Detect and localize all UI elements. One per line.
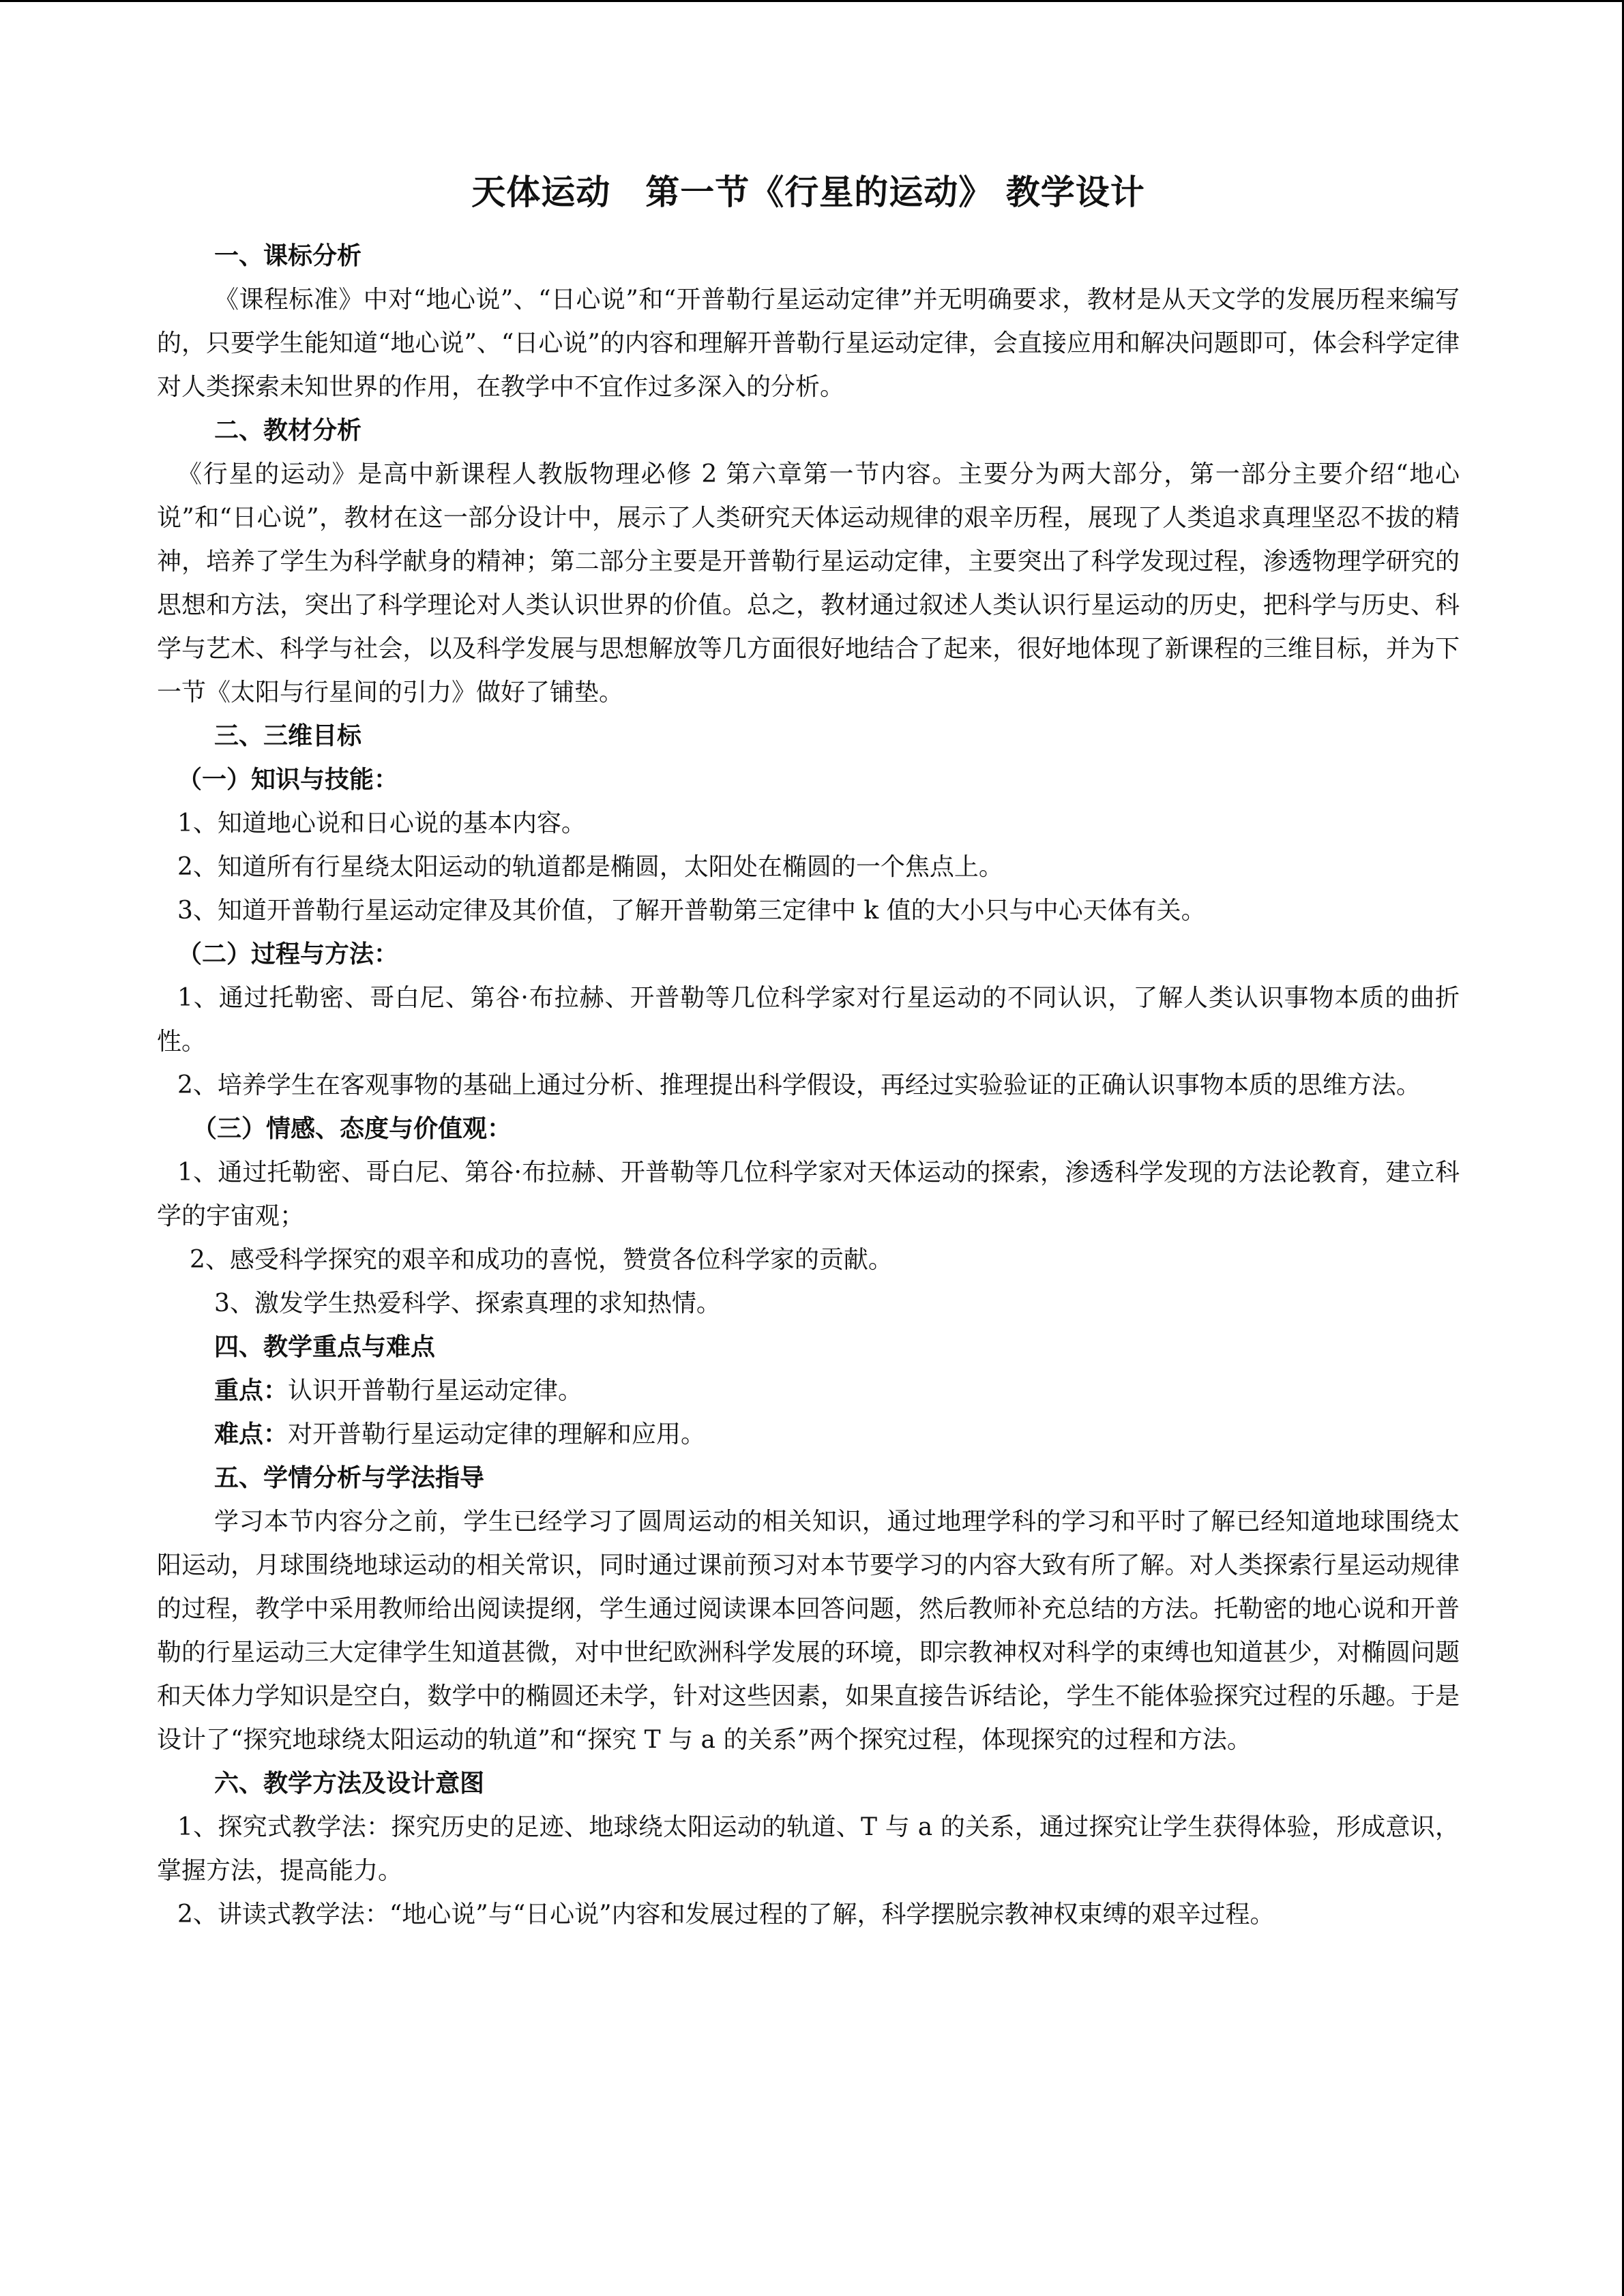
- key-point-line: [157, 1369, 1460, 1413]
- list-item: 2、讲读式教学法：“地心说”与“日心说”内容和发展过程的了解，科学摆脱宗教神权束缚的艰辛过程。: [177, 1900, 1275, 1928]
- section-heading-key-difficult: 四、教学重点与难点: [214, 1333, 436, 1361]
- difficult-point-text: 对开普勒行星运动定律的理解和应用。: [288, 1420, 706, 1448]
- paragraph-learning-analysis: 学习本节内容分之前，学生已经学习了圆周运动的相关知识，通过地理学科的学习和平时了解已经知道地球围绕太阳运动，月球围绕地球运动的相关常识，同时通过课前预习对本节要学习的内容大致有所了解。对人类探索行星运动规律的过程，教学中采用教师给出阅读提纲，学生通过阅读课本回答问题，然后教师补充总结的方法。托勒密的地心说和开普勒的行星运动三大定律学生知道甚微，对中世纪欧洲科学发展的环境，即宗教神权对科学的束缚也知道甚少，对椭圆问题和天体力学知识是空白，数学中的椭圆还未学，针对这些因素，如果直接告诉结论，学生不能体验探究过程的乐趣。于是设计了“探究地球绕太阳运动的轨道”和“探究 T 与 a 的关系”两个探究过程，体现探究的过程和方法。: [157, 1508, 1460, 1754]
- difficult-point-line: [157, 1413, 1460, 1457]
- paragraph-curriculum: 《课程标准》中对“地心说”、“日心说”和“开普勒行星运动定律”并无明确要求，教材是从天文学的发展历程来编写的，只要学生能知道“地心说”、“日心说”的内容和理解开普勒行星运动定律，会直接应用和解决问题即可，体会科学定律对人类探索未知世界的作用，在教学中不宜作过多深入的分析。: [157, 286, 1460, 401]
- document-body: [157, 164, 1460, 1937]
- key-point-label: 重点：: [214, 1377, 289, 1405]
- section-heading-textbook: 二、教材分析: [214, 417, 362, 445]
- page-top-border: [0, 0, 1624, 2]
- key-point-text: 认识开普勒行星运动定律。: [288, 1377, 583, 1405]
- list-item: 3、知道开普勒行星运动定律及其价值，了解开普勒第三定律中 k 值的大小只与中心天体有关。: [177, 897, 1206, 925]
- section-heading-objectives: 三、三维目标: [214, 722, 362, 750]
- paragraph-textbook: 《行星的运动》是高中新课程人教版物理必修 2 第六章第一节内容。主要分为两大部分，第一部分主要介绍“地心说”和“日心说”，教材在这一部分设计中，展示了人类研究天体运动规律的艰辛历程，展现了人类追求真理坚忍不拔的精神，培养了学生为科学献身的精神；第二部分主要是开普勒行星运动定律，主要突出了科学发现过程，渗透物理学研究的思想和方法，突出了科学理论对人类认识世界的价值。总之，教材通过叙述人类认识行星运动的历史，把科学与历史、科学与艺术、科学与社会，以及科学发展与思想解放等几方面很好地结合了起来，很好地体现了新课程的三维目标，并为下一节《太阳与行星间的引力》做好了铺垫。: [157, 460, 1460, 706]
- list-item: 1、通过托勒密、哥白尼、第谷·布拉赫、开普勒等几位科学家对天体运动的探索，渗透科学发现的方法论教育，建立科学的宇宙观；: [157, 1159, 1460, 1230]
- list-item: 1、探究式教学法：探究历史的足迹、地球绕太阳运动的轨道、T 与 a 的关系，通过探究让学生获得体验，形成意识，掌握方法，提高能力。: [157, 1813, 1460, 1885]
- list-item: 2、知道所有行星绕太阳运动的轨道都是椭圆，太阳处在椭圆的一个焦点上。: [177, 853, 1003, 881]
- list-item: 2、感受科学探究的艰辛和成功的喜悦，赞赏各位科学家的贡献。: [190, 1246, 893, 1274]
- section-heading-curriculum: 一、课标分析: [214, 242, 362, 270]
- section-heading-learning-analysis: 五、学情分析与学法指导: [214, 1464, 485, 1492]
- list-item: 2、培养学生在客观事物的基础上通过分析、推理提出科学假设，再经过实验验证的正确认识事物本质的思维方法。: [177, 1071, 1421, 1099]
- document-title: 天体运动 第一节《行星的运动》 教学设计: [471, 173, 1145, 212]
- subheading-knowledge-skills: （一）知识与技能：: [177, 766, 399, 794]
- difficult-point-label: 难点：: [214, 1420, 289, 1448]
- section-heading-methods: 六、教学方法及设计意图: [214, 1770, 485, 1798]
- subheading-emotion-values: （三）情感、态度与价值观：: [192, 1115, 512, 1143]
- list-item: 1、通过托勒密、哥白尼、第谷·布拉赫、开普勒等几位科学家对行星运动的不同认识，了解人类认识事物本质的曲折性。: [157, 984, 1460, 1056]
- list-item: 3、激发学生热爱科学、探索真理的求知热情。: [214, 1289, 721, 1317]
- subheading-process-methods: （二）过程与方法：: [177, 940, 399, 968]
- list-item: 1、知道地心说和日心说的基本内容。: [177, 809, 586, 837]
